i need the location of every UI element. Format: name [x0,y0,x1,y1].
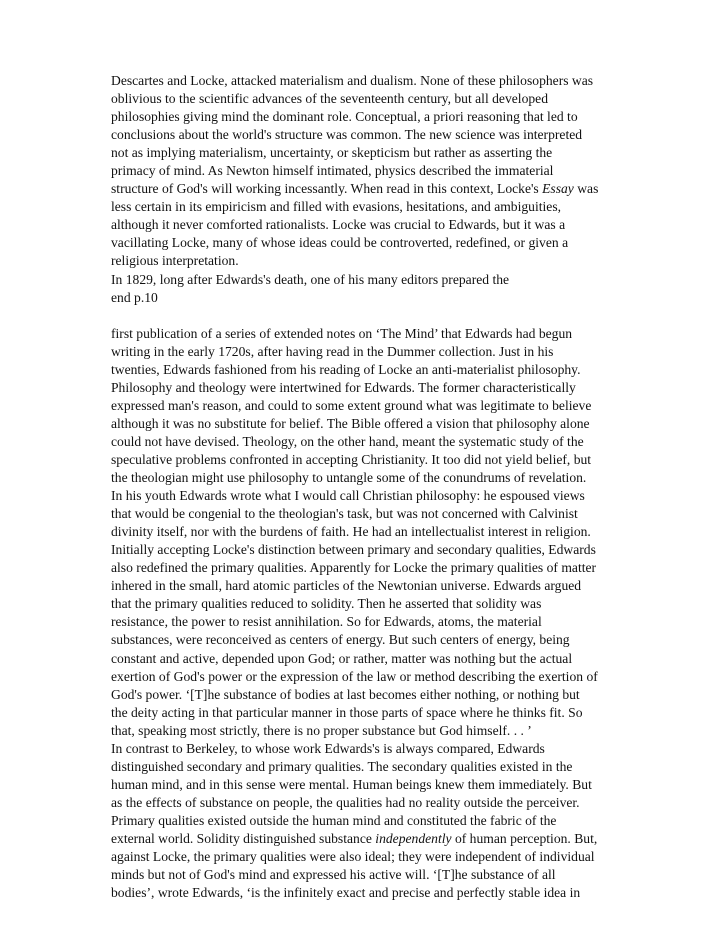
text-line: In 1829, long after Edwards's death, one of his many editors prepared the [111,271,510,287]
text-segment: structure of God's will working incessantly. When read in this context, Locke's [111,181,543,197]
text-line-with-italic [111,180,631,198]
text-line-with-italic [111,830,631,848]
text-line: substances, were reconceived as centers of energy. But such centers of energy, being [111,632,570,648]
text-line: as the effects of substance on people, the qualities had no reality outside the perceiver. [111,794,580,810]
text-line: writing in the early 1720s, after having read in the Dummer collection. Just in his [111,343,554,359]
text-line: not as implying materialism, uncertainty, or skepticism but rather as asserting the [111,145,553,161]
italic-word-independently: independently [375,830,452,846]
text-line: Initially accepting Locke's distinction between primary and secondary qualities, Edwards [111,542,596,558]
text-line: human mind, and in this sense were mental. Human beings knew them immediately. But [111,776,592,792]
text-line: exertion of God's power or the expression of the law or method describing the exertion of [111,668,598,684]
text-line: against Locke, the primary qualities were also ideal; they were independent of individual [111,849,595,865]
text-line: constant and active, depended upon God; or rather, matter was nothing but the actual [111,650,573,666]
text-line: divinity itself, nor with the burdens of faith. He had an intellectualist interest in religion. [111,524,591,540]
text-line: bodies’, wrote Edwards, ‘is the infinitely exact and precise and perfectly stable idea in [111,885,581,901]
text-line: less certain in its empiricism and filled with evasions, hesitations, and ambiguities, [111,199,562,215]
text-line: primacy of mind. As Newton himself intimated, physics described the immaterial [111,163,554,179]
text-line: vacillating Locke, many of whose ideas could be controverted, redefined, or given a [111,235,569,251]
text-line: religious interpretation. [111,253,239,269]
text-line: In his youth Edwards wrote what I would call Christian philosophy: he espoused views [111,488,585,504]
text-line: distinguished secondary and primary qualities. The secondary qualities existed in the [111,758,573,774]
text-line: Primary qualities existed outside the human mind and constituted the fabric of the [111,812,557,828]
text-line: resistance, the power to resist annihilation. So for Edwards, atoms, the material [111,614,542,630]
text-line: inhered in the small, hard atomic particles of the Newtonian universe. Edwards argued [111,578,582,594]
text-line: first publication of a series of extended notes on ‘The Mind’ that Edwards had begun [111,325,573,341]
text-line: speculative problems confronted in accepting Christianity. It too did not yield belief, but [111,451,592,467]
text-line: philosophies giving mind the dominant role. Conceptual, a priori reasoning that led to [111,109,578,125]
text-line: minds but not of God's mind and expressed his active will. ‘[T]he substance of all [111,867,556,883]
text-line: that, speaking most strictly, there is no proper substance but God himself. . . ’ [111,722,532,738]
text-line: Descartes and Locke, attacked materialism and dualism. None of these philosophers was [111,73,594,88]
text-line: the theologian might use philosophy to untangle some of the conundrums of revelation. [111,470,587,486]
page-marker: end p.10 [111,289,158,305]
text-line: although it was no substitute for belief. The Bible offered a vision that philosophy alone [111,415,590,431]
text-line: Philosophy and theology were intertwined for Edwards. The former characteristically [111,379,576,395]
text-line: that the primary qualities reduced to solidity. Then he asserted that solidity was [111,596,542,612]
text-line: although it never comforted rationalists. Locke was crucial to Edwards, but it was a [111,217,566,233]
text-line: the deity acting in that particular manner in those parts of space where he thinks fit. So [111,704,583,720]
paragraph-gap [111,307,631,325]
text-line: that would be congenial to the theologian's task, but was not concerned with Calvinist [111,506,578,522]
text-line: In contrast to Berkeley, to whose work Edwards's is always compared, Edwards [111,740,545,756]
text-line: conclusions about the world's structure was common. The new science was interpreted [111,127,583,143]
text-segment: of human perception. But, [451,830,598,846]
italic-title-essay: Essay [542,181,574,197]
text-segment: external world. Solidity distinguished substance [111,830,376,846]
text-line: also redefined the primary qualities. Apparently for Locke the primary qualities of matter [111,560,597,576]
text-line: oblivious to the scientific advances of the seventeenth century, but all developed [111,91,548,107]
document-page [111,72,631,902]
text-line: expressed man's reason, and could to some extent ground what was legitimate to believe [111,397,592,413]
text-line: God's power. ‘[T]he substance of bodies at last becomes either nothing, or nothing but [111,686,580,702]
text-line: could not have devised. Theology, on the other hand, meant the systematic study of the [111,433,584,449]
text-segment: was [573,181,599,197]
text-line: twenties, Edwards fashioned from his reading of Locke an anti-materialist philosophy. [111,361,581,377]
